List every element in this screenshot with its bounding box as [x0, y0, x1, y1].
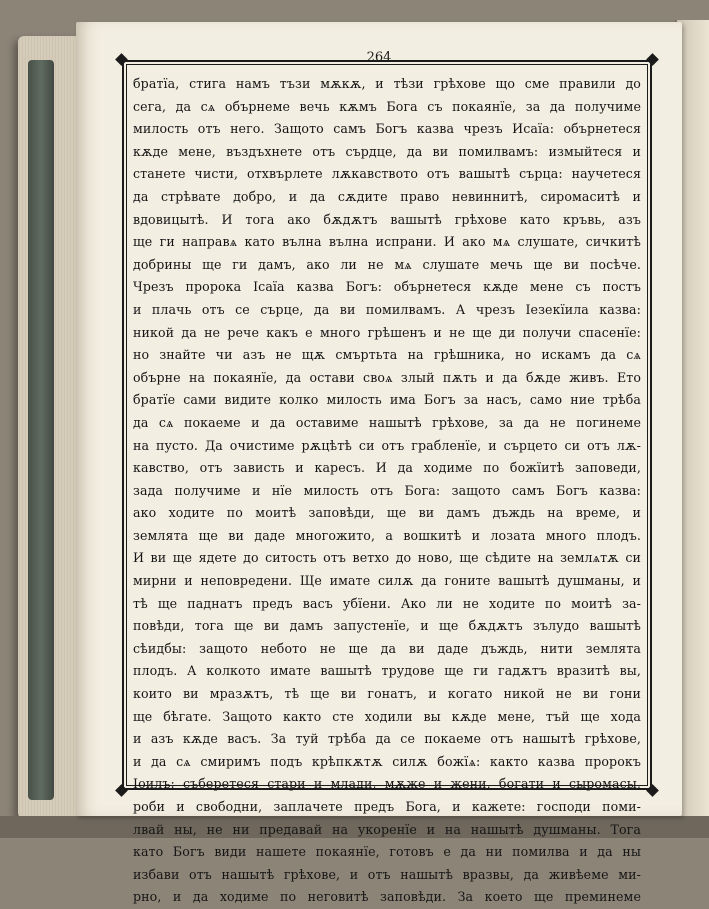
text-line: Іоилъ: съберетеся стари и млади, мѫже и жени, богати и сыромасы,: [133, 776, 641, 792]
text-line: ще бѣгате. Защото както сте ходили вы кѫде мене, тъй ще хода: [133, 708, 641, 724]
text-line: тѣ ще паднатъ предъ васъ убїени. Ако ли не ходите по моитѣ за-: [133, 595, 641, 611]
frame-corner-ornament: [646, 784, 659, 797]
text-line: милость отъ него. Защото самъ Богъ казва чрезъ Исаїа: обърнетеся: [133, 121, 641, 137]
text-line: но знайте чи азъ не щѫ смъртьта на грѣшника, но искамъ да сѧ: [133, 347, 641, 363]
text-line: роби и свободни, заплачете предъ Бога, и кажете: господи поми-: [133, 799, 641, 814]
text-line: добрины ще ги дамъ, ако ли не мѧ слушате мечь ще ви посѣче.: [133, 256, 641, 272]
text-line: повѣди, тога ще ви дамъ запустенїе, и ще бѫдѫтъ зълудо вашытѣ: [133, 618, 641, 634]
text-line: да сѧ покаеме и да оставиме нашытѣ грѣхове, за да не погинеме: [133, 414, 641, 430]
text-line: кавство, отъ зависть и каресъ. И да ходиме по божїитѣ заповеди,: [133, 460, 641, 476]
text-line: избави отъ нашытѣ грѣхове, и отъ нашытѣ вразвы, да живѣеме ми-: [133, 866, 641, 882]
text-line: сега, да сѧ обърнеме вечь кѫмъ Бога съ покаянїе, за да получиме: [133, 98, 641, 114]
page-number: 264: [366, 50, 392, 65]
book-page: [76, 22, 682, 905]
text-line: зада получиме и нїе милость отъ Бога: защото самъ Богъ казва:: [133, 482, 641, 498]
text-line: братїе сами видите колко милость има Богъ за насъ, само ние трѣба: [133, 392, 641, 408]
text-line: и азъ кѫде васъ. За туй трѣба да се покаеме отъ нашытѣ грѣхове,: [133, 731, 641, 747]
text-line: мирни и неповредени. Ще имате силѫ да гоните вашытѣ душманы, и: [133, 573, 641, 589]
text-line: и да сѧ смиримъ подъ крѣпкѫтѫ силѫ божїѧ: както казва пророкъ: [133, 753, 641, 769]
text-line: рно, и да ходиме по неговитѣ заповѣди. За което ще преминеме: [133, 889, 641, 905]
text-line: Чрезъ пророка Ісаїа казва Богъ: обърнетеся кѫде мене съ постъ: [133, 279, 641, 295]
text-line: като Богъ види нашете покаянїе, готовъ е да ни помилва и да ны: [133, 844, 641, 860]
text-line: които ви мразѫтъ, тѣ ще ви гонатъ, и когато никой не ви гони: [133, 686, 641, 702]
text-line: обърне на покаянїе, да остави своѧ злый пѫть и да бѫде живъ. Ето: [133, 369, 641, 385]
decorative-text-frame: [126, 64, 648, 905]
text-line: станете чисти, отхвърлете лѫкавството отъ вашытѣ сърца: научетеся: [133, 166, 641, 182]
text-line: И ви ще ядете до ситость отъ ветхо до ново, ще сѣдите на землѧтѫ си: [133, 550, 641, 566]
body-text: [133, 73, 641, 909]
text-line: на пусто. Да очистиме рѫцѣтѣ си отъ грабленїе, и сърцето си отъ лѫ-: [133, 437, 641, 453]
text-line: кѫде мене, въздъхнете отъ сърдце, да ви помилвамъ: измыйтеся и: [133, 143, 641, 159]
text-line: плодъ. А колкото имате вашытѣ трудове ще ги гадѫтъ вразитѣ вы,: [133, 663, 641, 679]
text-line: ще ги направѧ като вълна вълна испрани. И ако мѧ слушате, сичкитѣ: [133, 234, 641, 250]
book-cover-strip: [28, 60, 54, 800]
text-line: никой да не рече какъ е много грѣшенъ и не ще ди получи спасенїе:: [133, 324, 641, 340]
text-line: землята ще ви даде многожито, а вошкитѣ и лозата много плодъ.: [133, 527, 641, 543]
text-line: сѣидбы: защото небото не ще да ви даде дъждь, нити землята: [133, 640, 641, 656]
text-line: и плачь отъ се сърце, да ви помилвамъ. А чрезъ Іезекїила казва:: [133, 301, 641, 317]
text-line: лвай ны, не ни предавай на укоренїе и на нашытѣ душманы. Тога: [133, 821, 641, 837]
frame-corner-ornament: [115, 784, 128, 797]
text-line: ако ходите по моитѣ заповѣди, ще ви дамъ дъждь на време, и: [133, 505, 641, 521]
text-line: вдовицытѣ. И тога ако бѫдѫтъ вашытѣ грѣхове като кръвь, азъ: [133, 211, 641, 227]
text-line: да стрѣвате добро, и да сѫдите право невиннитѣ, сиромаситѣ и: [133, 188, 641, 204]
text-line: братїа, стига намъ тъзи мѫкѫ, и тѣзи грѣхове що сме правили до: [133, 76, 641, 91]
